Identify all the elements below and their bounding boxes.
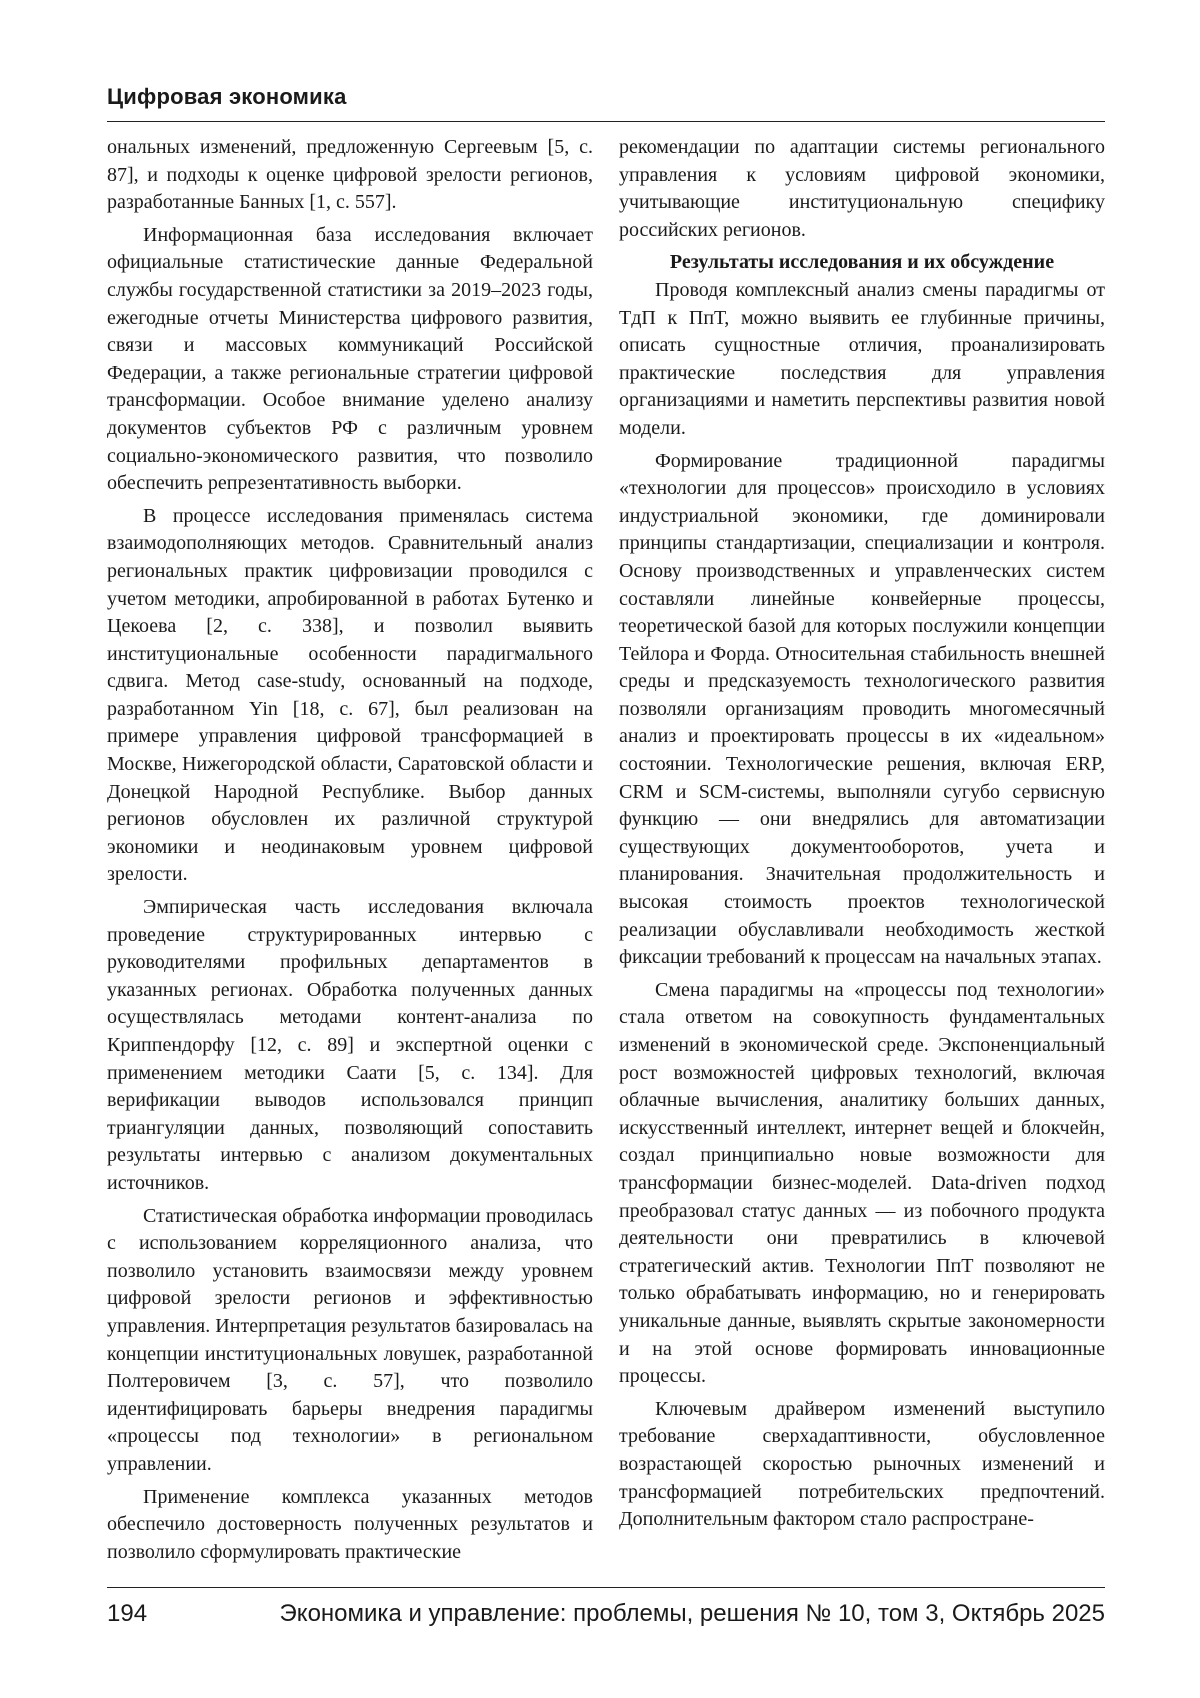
footer-divider [107,1587,1105,1588]
header-divider [107,121,1105,122]
paragraph: Применение комплекса указанных методов обеспечило достоверность полученных результатов и позволило сформулировать практические [107,1485,593,1563]
paragraph: Статистическая обработка информации проводилась с использованием корреляционного анализа, что позволило установить взаимосвязи между уровнем цифровой зрелости регионов и эффективностью управления. Интерпретация результатов базировалась на концепции институциональных ловушек, разработанной Полтеровичем [3, с. 57], что позволило идентифицировать барьеры внедрения парадигмы «процессы под технологии» в региональном управлении. [107,1204,593,1475]
paragraph: Эмпирическая часть исследования включала проведение структурированных интервью с руководителями профильных департаментов в указанных регионах. Обработка полученных данных осуществлялась методами контент-анализа по Криппендорфу [12, с. 89] и экспертной оценки с применением методики Саати [5, с. 134]. Для верификации выводов использовался принцип триангуляции данных, позволяющий сопоставить результаты интервью с анализом документальных источников. [107,896,593,1194]
paragraph: Смена парадигмы на «процессы под технологии» стала ответом на совокупность фундаментальных изменений в экономической среде. Экспоненциальный рост возможностей цифровых технологий, включая облачные вычисления, аналитику больших данных, искусственный интеллект, интернет вещей и блокчейн, создал принципиально новые возможности для трансформации бизнес-моделей. Data-driven подход преобразовал статус данных — из побочного продукта деятельности они превратились в ключевой стратегический актив. Технологии ПпТ позволяют не только обрабатывать информацию, но и генерировать уникальные данные, выявлять скрытые закономерности и на этой основе формировать инновационные процессы. [619,978,1105,1388]
right-column [619,134,1105,1539]
paragraph: Ключевым драйвером изменений выступило требование сверхадаптивности, обусловленное возрастающей скоростью рыночных изменений и трансформацией потребительских предпочтений. Дополнительным фактором стало распростране- [619,1397,1105,1531]
section-heading: Результаты исследования и их обсуждение [669,251,1055,274]
paragraph: Проводя комплексный анализ смены парадигмы от ТдП к ПпТ, можно выявить ее глубинные причины, описать сущностные отличия, проанализировать практические последствия для управления организациями и наметить перспективы развития новой модели. [619,278,1105,439]
paragraph: ональных изменений, предложенную Сергеевым [5, с. 87], и подходы к оценке цифровой зрелости регионов, разработанные Банных [1, с. 557]. [107,136,593,214]
paragraph: Информационная база исследования включает официальные статистические данные Федеральной службы государственной статистики за 2019–2023 годы, ежегодные отчеты Министерства цифрового развития, связи и массовых коммуникаций Российской Федерации, а также региональные стратегии цифровой трансформации. Особое внимание уделено анализу документов субъектов РФ с различным уровнем социально-экономического развития, что позволило обеспечить репрезентативность выборки. [107,223,593,495]
running-header: Цифровая экономика [107,84,347,109]
left-column [107,134,593,1571]
journal-citation: Экономика и управление: проблемы, решения № 10, том 3, Октябрь 2025 [279,1600,1105,1627]
page-number: 194 [107,1600,148,1627]
paragraph: Формирование традиционной парадигмы «технологии для процессов» происходило в условиях индустриальной экономики, где доминировали принципы стандартизации, специализации и контроля. Основу производственных и управленческих систем составляли линейные конвейерные процессы, теоретической базой для которых послужили концепции Тейлора и Форда. Относительная стабильность внешней среды и предсказуемость технологического развития позволяли организациям проводить многомесячный анализ и проектировать процессы в их «идеальном» состоянии. Технологические решения, включая ERP, CRM и SCM-системы, выполняли сугубо сервисную функцию — они внедрялись для автоматизации существующих документооборотов, учета и планирования. Значительная продолжительность и высокая стоимость проектов технологической реализации обуславливали необходимость жесткой фиксации требований к процессам на начальных этапах. [619,449,1105,969]
paragraph: В процессе исследования применялась система взаимодополняющих методов. Сравнительный анализ региональных практик цифровизации проводился с учетом методики, апробированной в работах Бутенко и Цекоева [2, с. 338], и позволил выявить институциональные особенности парадигмального сдвига. Метод case-study, основанный на подходе, разработанном Yin [18, с. 67], был реализован на примере управления цифровой трансформацией в Москве, Нижегородской области, Саратовской области и Донецкой Народной Республике. Выбор данных регионов обусловлен их различной структурой экономики и неодинаковым уровнем цифровой зрелости. [107,504,593,886]
paragraph: рекомендации по адаптации системы регионального управления к условиям цифровой экономики, учитывающие институциональную специфику российских регионов. [619,136,1105,241]
